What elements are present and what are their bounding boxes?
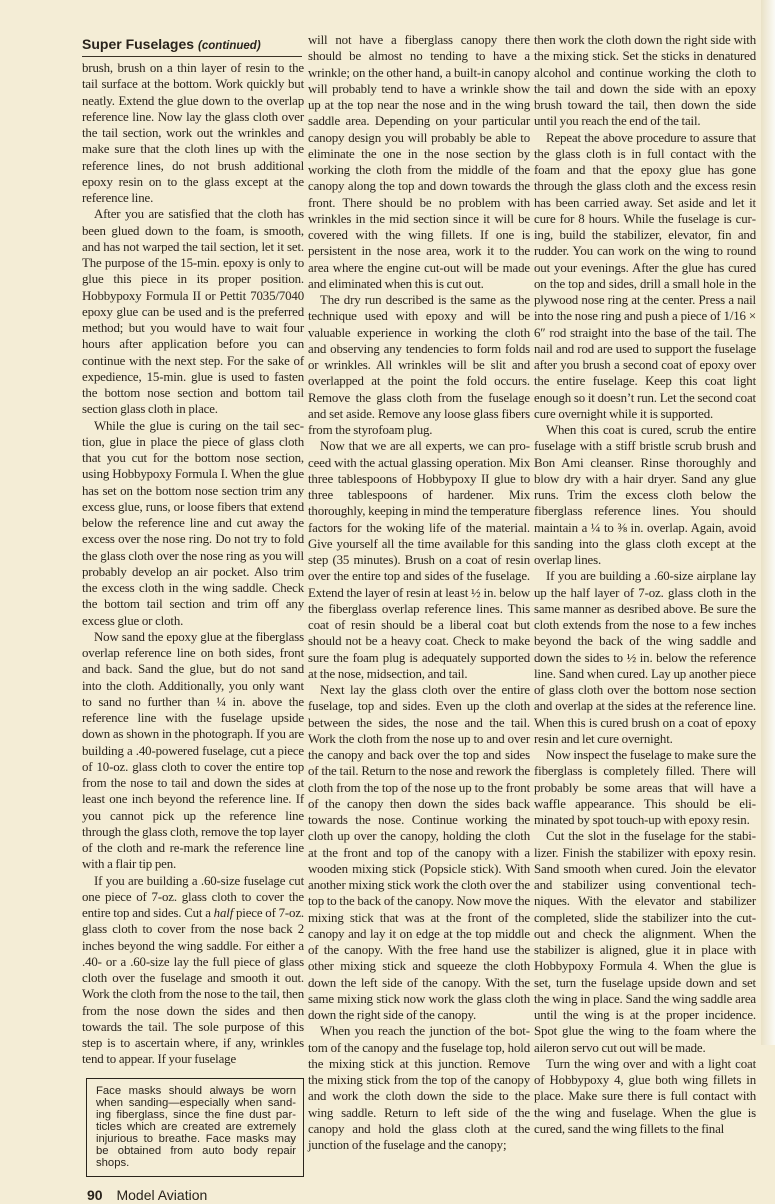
- paragraph: Now inspect the fuselage to make sure the fiberglass is completely filled. There will probably be some areas that will have a waffle appearance. This should be eliminated by spot touch-up with epoxy resin.: [534, 748, 756, 827]
- article-title: Super Fuselages: [82, 36, 195, 52]
- paragraph: If you are building a .60-size fuselage cut one piece of 7-oz. glass cloth to cover the entire top and sides. Cut a half piece of 7-oz. glass cloth to cover from the nose back 2 inches beyond the wing saddle. For either a .40- or a .60-size lay the full piece of glass cloth over the fuselage and smooth it out. Work the cloth from the nose to the tail, then from the nose down the sides and then towards the tail. The sole purpose of this step is to ascertain where, if any, wrinkles tend to appear. If your fuselage: [82, 873, 304, 1067]
- paragraph: When you reach the junction of the bottom of the canopy and the fuselage top, hold the mixing stick at this junction. Remove the mixing stick from the top of the canopy and work the cloth down the side to the wing saddle. Return to left side of the canopy and hold the glass cloth at the junction of the fuselage and the canopy;: [308, 1024, 530, 1152]
- continued-label: (continued): [198, 40, 261, 52]
- page-number: 90: [87, 1186, 103, 1203]
- paragraph: Repeat the above procedure to assure that the glass cloth is in full contact with the foam and that the epoxy glue has gone through the glass cloth and the excess resin has been carried away. Set aside and let it cure for 8 hours. While the fuselage is curing, build the stabilizer, elevator, fin and rudder. You can work on the wing to round out your evenings. After the glue has cured on the top and sides, drill a small hole in the plywood nose ring at the center. Press a nail into the nose ring and push a piece of 1/16 × 6″ rod straight into the base of the tail. The nail and rod are used to support the fuselage after you brush a second coat of epoxy over the entire fuselage. Keep this coat light enough so it doesn’t run. Let the second coat cure overnight while it is supported.: [534, 130, 756, 421]
- paragraph: Now sand the epoxy glue at the fiberglass overlap reference line on both sides, front and back. Sand the glue, but do not sand into the cloth. Additionally, you only want to sand no further than ¼ in. above the reference line with the fuselage upside down as shown in the photograph. If you are building a .40-powered fuselage, cut a piece of 10-oz. glass cloth to cover the entire top from the nose to tail and down the sides at least one inch beyond the reference line. If you cannot pick up the reference line through the glass cloth, remove the top layer of the cloth and re-mark the reference line with a flair tip pen.: [82, 629, 304, 872]
- article-header: [82, 36, 302, 57]
- text-column-2: [308, 32, 530, 1153]
- page-edge: [761, 0, 775, 1045]
- paragraph: Now that we are all experts, we can proceed with the actual glassing operation. Mix three tablespoons of Hobbypoxy II glue to three tablespoons of hardener. Mix thoroughly, keeping in mind the temperature factors for the woking life of the material. Give yourself all the time available for this step (35 minutes). Brush on a coat of resin over the entire top and sides of the fuselage. Extend the layer of resin at least ½ in. below the fiberglass overlap reference lines. This coat of resin should be a liberal coat but should not be a heavy coat. Check to make sure the foam plug is adequately supported at the nose, midsection, and tail.: [308, 439, 530, 681]
- paragraph: brush, brush on a thin layer of resin to the tail surface at the bottom. Work quickly but neatly. Extend the glue down to the overlap reference line. Now lay the glass cloth over the tail section, work out the wrinkles and make sure that the cloth lines up with the reference lines, do not brush additional epoxy resin on to the glass except at the reference line.: [82, 61, 304, 205]
- paragraph: When this coat is cured, scrub the entire fuselage with a stiff bristle scrub brush and Bon Ami cleanser. Rinse thoroughly and blow dry with a hair dryer. Sand any glue runs. Trim the excess cloth below the fiberglass reference lines. You should maintain a ¼ to ⅜ in. overlap. Again, avoid sanding into the glass cloth except at the overlap lines.: [534, 423, 756, 567]
- paragraph: will not have a fiberglass canopy there should be almost no tending to have a wrinkle; on the other hand, a built-in canopy will probably tend to have a wrinkle show up at the top near the nose and in the wing saddle area. Depending on your particular canopy design you will probably be able to eliminate the one in the nose section by working the cloth from the middle of the canopy along the top and down towards the front. There should be no problem with wrinkles in the mid section since it will be covered with the wing fillets. If one is persistent in the nose area, work it to the area where the engine cut-out will be made and eliminated when this is cut out.: [308, 33, 530, 291]
- paragraph: After you are satisfied that the cloth has been glued down to the foam, is smooth, and has not warped the tail section, let it set. The purpose of the 15-min. epoxy is only to glue this piece in its proper position. Hobbypoxy Formula II or Pettit 7035/7040 epoxy glue can be used and is the preferred method; but you would have to wait four hours after application before you can continue with the next step. For the sake of expedience, 15-min. glue is used to fasten the bottom nose section and bottom tail section glass cloth in place.: [82, 207, 304, 417]
- column-1-wrapper: [82, 36, 304, 1204]
- publication-name: Model Aviation: [116, 1186, 208, 1203]
- text-column-1: [82, 60, 304, 1068]
- paragraph: While the glue is curing on the tail section, glue in place the piece of glass cloth that you cut for the bottom nose section, using Hobbypoxy Formula I. When the glue has set on the bottom nose section trim any excess glue, runs, or loose fibers that extend below the reference line and cut away the excess over the nose ring. Do not try to fold the glass cloth over the nose ring as you will probably develop an air pocket. Also trim the excess cloth in the wing saddle. Check the bottom tail section and trim off any excess glue or cloth.: [82, 418, 304, 628]
- text-column-3: [534, 32, 756, 1137]
- paragraph: then work the cloth down the right side with the mixing stick. Set the sticks in denatured alcohol and continue working the cloth to the tail and down the side with an epoxy brush toward the tail, then down the side until you reach the end of the tail.: [534, 33, 756, 129]
- paragraph: Cut the slot in the fuselage for the stabilizer. Finish the stabilizer with epoxy resin. Sand smooth when cured. Join the elevator and stabilizer using conventional techniques. With the elevator and stabilizer completed, slide the stabilizer into the cut-out and check the alignment. When the stabilizer is aligned, glue it in place with Hobbypoxy Formula 4. When the glue is set, turn the fuselage upside down and set the wing in place. Sand the wing saddle area until the wing is at the proper incidence. Spot glue the wing to the foam where the aileron servo cut out will be made.: [534, 829, 756, 1055]
- column-2-wrapper: [308, 32, 530, 1153]
- page-footer: [87, 1186, 304, 1204]
- safety-note-box: Face masks should always be worn when sanding—especially when sanding fiberglass, since the fine dust particles which are created are extremely injurious to breathe. Face masks may be obtained from auto body repair shops.: [86, 1078, 304, 1177]
- paragraph: Next lay the glass cloth over the entire fuselage, top and sides. Even up the cloth between the sides, the nose and the tail. Work the cloth from the nose up to and over the canopy and back over the top and sides of the tail. Return to the nose and rework the cloth from the top of the nose up to the front of the canopy then down the sides back towards the nose. Continue working the cloth up over the canopy, holding the cloth at the front and top of the canopy with a wooden mixing stick (Popsicle stick). With another mixing stick work the cloth over the top to the back of the canopy. Now move the mixing stick that was at the front of the canopy and lay it on edge at the top middle of the canopy. With the free hand use the other mixing stick and squeeze the cloth down the left side of the canopy. With the same mixing stick now work the glass cloth down the right side of the canopy.: [308, 683, 530, 1022]
- emphasis: half: [213, 906, 234, 920]
- column-3-wrapper: [534, 32, 756, 1137]
- paragraph: Turn the wing over and with a light coat of Hobbypoxy 4, glue both wing fillets in place. Make sure there is full contact with the wing and fuselage. When the glue is cured, sand the wing fillets to the final: [534, 1056, 756, 1136]
- paragraph: The dry run described is the same as the technique used with epoxy and will be valuable experience in working the cloth and observing any tendencies to form folds or wrinkles. All wrinkles will be slit and overlapped at the point the fold occurs. Remove the glass cloth from the fuselage and set aside. Remove any loose glass fibers from the styrofoam plug.: [308, 293, 530, 437]
- paragraph: If you are building a .60-size airplane lay up the half layer of 7-oz. glass cloth in the same manner as desribed above. Be sure the cloth extends from the nose to a few inches beyond the back of the wing saddle and down the sides to ½ in. below the reference line. Sand when cured. Lay up another piece of glass cloth over the bottom nose section and overlap at the sides at the reference line. When this is cured brush on a coat of epoxy resin and let cure overnight.: [534, 569, 756, 746]
